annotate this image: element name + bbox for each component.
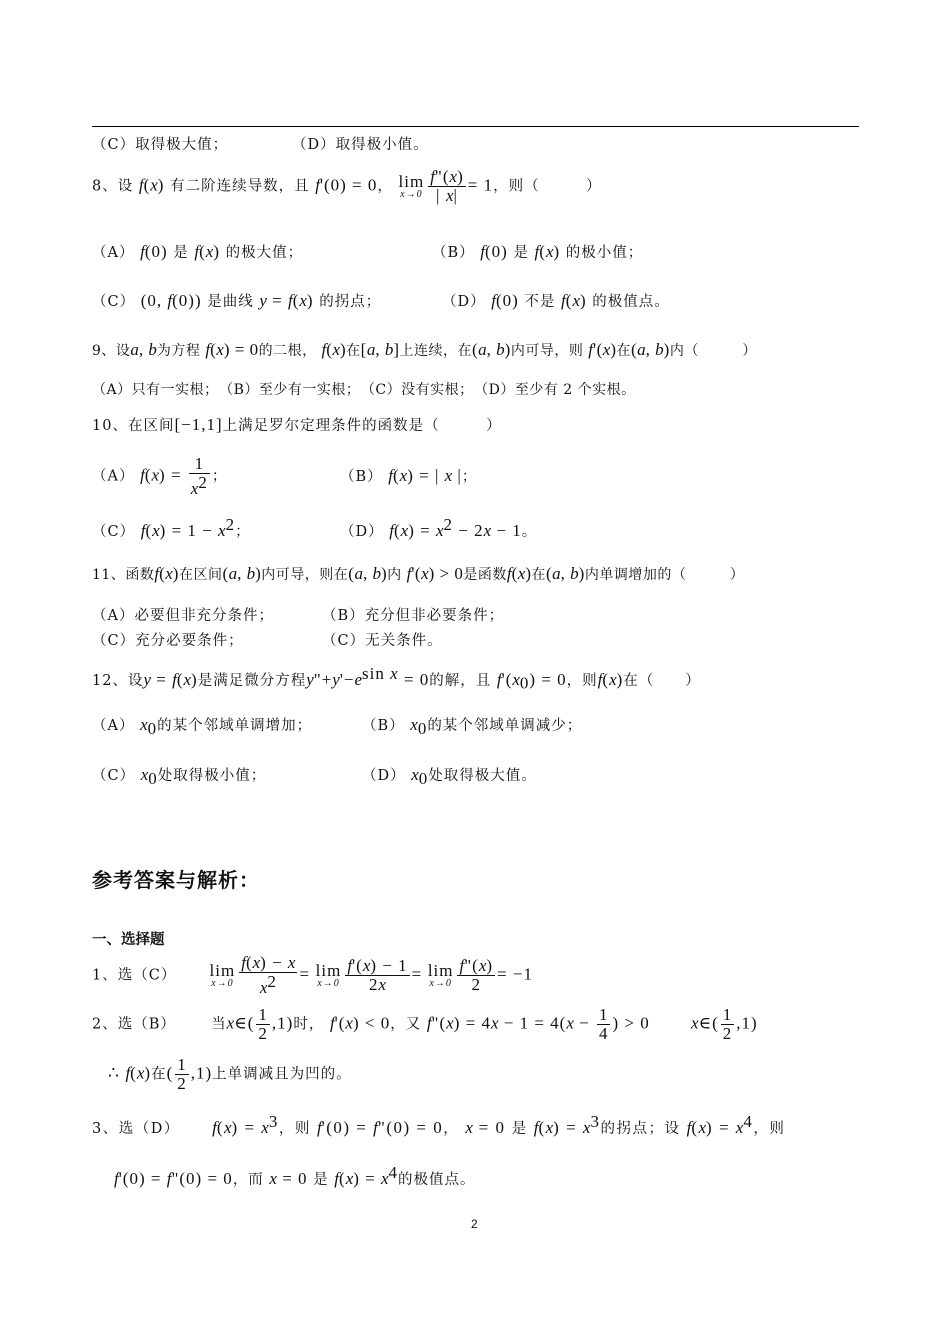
- q8-option-c: （C） (0, f(0)) 是曲线 y = f(x) 的拐点；: [92, 291, 382, 310]
- q10-option-b: （B） f(x) = | x |；: [340, 466, 478, 485]
- answers-heading: 参考答案与解析：: [92, 868, 260, 892]
- top-rule: [92, 126, 859, 127]
- q12-option-d: （D） $x_0$处取得极大值。: [362, 765, 537, 788]
- question-8: 8、设 f(x) 有二阶连续导数，且 f'(0) = 0， lim x→0 $\frac{f"(x)}{| x|}$ = 1，则（ ）: [92, 167, 602, 206]
- page-number: 2: [471, 1217, 478, 1231]
- q11-option-d: （C）无关条件。: [322, 633, 443, 649]
- q10-option-c: （C） $f(x) = 1 - x^2$；: [92, 515, 251, 540]
- question-9: 9、设a, b为方程 f(x) = 0的二根， f(x)在[a, b]上连续，在(a, b)内可导，则 f'(x)在(a, b)内（ ）: [92, 340, 757, 359]
- answer-1: 1、选（C） lim x→0 $\frac{f(x) - x}{x^2}$ = lim x→0 $\frac{f'(x) - 1}{2x}$ = lim x→0 $\frac{f"(x)}{2}$ = −1: [92, 953, 533, 998]
- question-11: 11、函数f(x)在区间(a, b)内可导，则在(a, b)内 f'(x) > 0是函数f(x)在(a, b)内单调增加的（ ）: [92, 564, 745, 583]
- q12-option-b: （B） $x_0$的某个邻域单调减少；: [362, 715, 583, 738]
- q11-option-c: （C）充分必要条件；: [92, 633, 244, 649]
- q9-options: （A）只有一实根； （B）至少有一实根； （C）没有实根； （D）至少有 2 个实根。: [92, 382, 636, 398]
- q8-option-a: （A） f(0) 是 f(x) 的极大值；: [92, 242, 304, 261]
- answer-2: 2、选（B） 当x∈( $\frac{1}{2}$ ,1)时， f'(x) < 0，又 f"(x) = 4x − 1 = 4(x − $\frac{1}{4}$ ) > 0 x∈( $\frac{1}{2}$ ,1): [92, 1005, 758, 1043]
- question-10: 10、在区间[−1,1]上满足罗尔定理条件的函数是（ ）: [92, 415, 502, 434]
- q10-option-d: （D） $f(x) = x^2 - 2x - 1$。: [340, 515, 538, 540]
- answer-2-continued: ∴ f(x)在( $\frac{1}{2}$ ,1)上单调减且为凹的。: [108, 1055, 352, 1093]
- section-heading: 一、选择题: [92, 932, 165, 948]
- q10-option-a: （A） f(x) = $\frac{1}{x^2}$ ；: [92, 454, 228, 498]
- answer-3: 3、选（D） $f(x) = x^3$，则 f'(0) = f"(0) = 0， x = 0 是 $f(x) = x^3$的拐点；设 $f(x) = x^4$，则: [92, 1112, 786, 1137]
- q11-option-a: （A）必要但非充分条件；: [92, 608, 274, 624]
- q8-option-d: （D） f(0) 不是 f(x) 的极值点。: [442, 291, 670, 310]
- option-d-prev: （D）取得极小值。: [292, 137, 429, 153]
- q12-option-a: （A） $x_0$的某个邻域单调增加；: [92, 715, 313, 738]
- q8-option-b: （B） f(0) 是 f(x) 的极小值；: [432, 242, 644, 261]
- answer-3-continued: f'(0) = f"(0) = 0，而 x = 0 是 $f(x) = x^4$的极值点。: [114, 1163, 476, 1188]
- option-c-prev: （C）取得极大值；: [92, 137, 229, 153]
- q11-option-b: （B）充分但非必要条件；: [322, 608, 505, 624]
- q12-option-c: （C） $x_0$处取得极小值；: [92, 765, 267, 788]
- question-12: 12、设y = f(x)是满足微分方程$y"+y'-e^{sin x} = 0$的解，且 $f'(x_0) = 0$，则f(x)在（ ）: [92, 664, 701, 693]
